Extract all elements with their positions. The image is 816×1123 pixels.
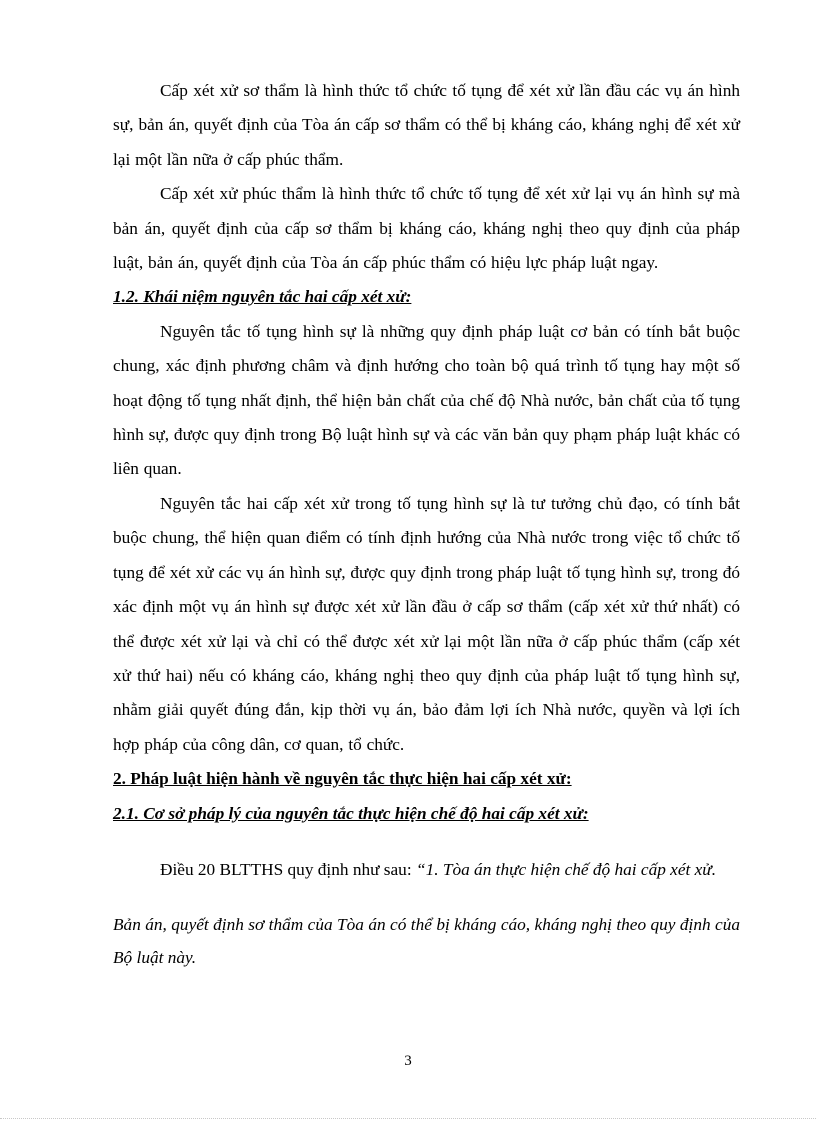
section-heading-2: 2. Pháp luật hiện hành về nguyên tắc thực hiện hai cấp xét xử: xyxy=(113,769,572,789)
page-bottom-divider xyxy=(0,1118,816,1119)
article-20-reference: Điều 20 BLTTHS quy định như sau: xyxy=(160,859,416,879)
section-heading-1-2: 1.2. Khái niệm nguyên tắc hai cấp xét xử: xyxy=(113,287,412,307)
article-20-quote-first: “1. Tòa án thực hiện chế độ hai cấp xét xử. xyxy=(415,859,717,879)
paragraph-appeal-instance: Cấp xét xử phúc thẩm là hình thức tổ chức tố tụng để xét xử lại vụ án hình sự mà bản án, quyết định của cấp sơ thẩm bị kháng cáo, kháng nghị theo quy định của pháp luật, bản án, quyết định của Tòa án cấp phúc thẩm có hiệu lực pháp luật ngay. xyxy=(113,184,740,273)
paragraph-two-tier-principle: Nguyên tắc hai cấp xét xử trong tố tụng hình sự là tư tưởng chủ đạo, có tính bắt buộc chung, thể hiện quan điểm có tính định hướng của Nhà nước trong việc tổ chức tố tụng để xét xử các vụ án hình sự, được quy định trong pháp luật tố tụng hình sự, trong đó xác định một vụ án hình sự được xét xử lần đầu ở cấp sơ thẩm (cấp xét xử thứ nhất) có thể được xét xử lại và chỉ có thể được xét xử lại một lần nữa ở cấp phúc thẩm (cấp xét xử thứ hai) nếu có kháng cáo, kháng nghị theo quy định của pháp luật tố tụng hình sự, nhằm giải quyết đúng đắn, kịp thời vụ án, bảo đảm lợi ích Nhà nước, quyền và lợi ích hợp pháp của công dân, cơ quan, tổ chức. xyxy=(113,493,740,754)
page-number: 3 xyxy=(404,1053,412,1069)
paragraph-first-instance: Cấp xét xử sơ thẩm là hình thức tổ chức tố tụng để xét xử lần đầu các vụ án hình sự, bản án, quyết định của Tòa án cấp sơ thẩm có thể bị kháng cáo, kháng nghị để xét xử lại một lần nữa ở cấp phúc thẩm. xyxy=(113,81,740,169)
paragraph-procedural-principle: Nguyên tắc tố tụng hình sự là những quy định pháp luật cơ bản có tính bắt buộc chung, xác định phương châm và định hướng cho toàn bộ quá trình tố tụng hay một số hoạt động tố tụng nhất định, thể hiện bản chất của chế độ Nhà nước, bản chất của tố tụng hình sự, được quy định trong Bộ luật hình sự và các văn bản quy phạm pháp luật khác có liên quan. xyxy=(113,321,740,479)
document-body xyxy=(113,74,740,974)
paragraph-article-20-intro xyxy=(113,853,740,886)
section-heading-2-1: 2.1. Cơ sở pháp lý của nguyên tắc thực hiện chế độ hai cấp xét xử: xyxy=(113,803,589,823)
paragraph-article-20-quote: Bản án, quyết định sơ thẩm của Tòa án có thể bị kháng cáo, kháng nghị theo quy định của Bộ luật này. xyxy=(113,914,740,967)
